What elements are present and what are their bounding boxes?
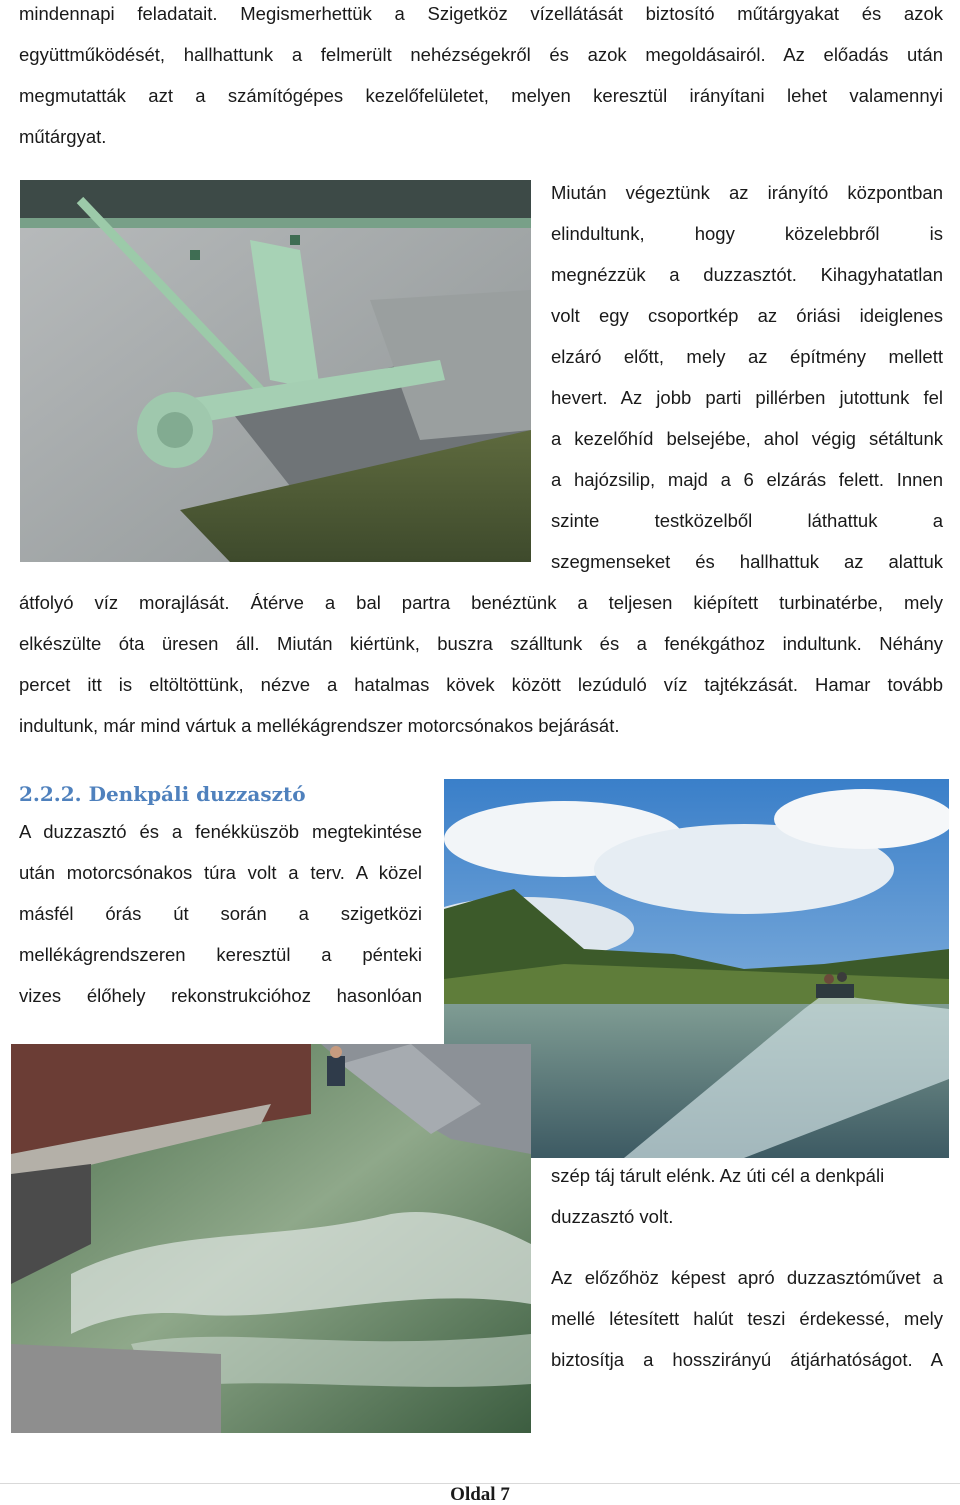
body-line: indultunk, már mind vártuk a mellékágrendszer motorcsónakos bejárását. bbox=[19, 715, 620, 736]
side-line: megnézzük a duzzasztót. Kihagyhatatlan bbox=[551, 264, 943, 285]
right-line: szép táj tárult elénk. Az úti cél a denkpáli bbox=[551, 1165, 885, 1186]
right-line: duzzasztó volt. bbox=[551, 1206, 674, 1227]
section-heading: 2.2.2. Denkpáli duzzasztó bbox=[19, 782, 306, 806]
side-line: a kezelőhíd belsejébe, ahol végig sétáltunk bbox=[551, 428, 943, 449]
side-line: szegmenseket és hallhattuk az alattuk bbox=[551, 551, 943, 572]
page-number: Oldal 7 bbox=[450, 1484, 510, 1505]
right-line: Az előzőhöz képest apró duzzasztóművet a bbox=[551, 1267, 943, 1288]
left-line: mellékágrendszeren keresztül a pénteki bbox=[19, 944, 422, 965]
intro-line: mindennapi feladatait. Megismerhettük a Szigetköz vízellátását biztosító műtárgyakat és azok bbox=[19, 3, 943, 24]
side-line: a hajózsilip, majd a 6 elzárás felett. Innen bbox=[551, 469, 943, 490]
side-line: elzáró előtt, mely az építmény mellett bbox=[551, 346, 943, 367]
side-line: volt egy csoportkép az óriási ideiglenes bbox=[551, 305, 943, 326]
intro-line: együttműködését, hallhattunk a felmerült nehézségekről és azok megoldásairól. Az előadás után bbox=[19, 44, 943, 65]
body-line: percet itt is eltöltöttünk, nézve a hatalmas kövek között lezúduló víz tajtékzását. Hamar tovább bbox=[19, 674, 943, 695]
side-line: elindultunk, hogy közelebbről is bbox=[551, 223, 943, 244]
body-line: elkészülte óta üresen áll. Miután kiértünk, buszra szálltunk és a fenékgáthoz indultunk. Néhány bbox=[19, 633, 943, 654]
side-line: Miután végeztünk az irányító központban bbox=[551, 182, 943, 203]
intro-line: műtárgyat. bbox=[19, 126, 107, 147]
dam-gate-photo bbox=[20, 180, 531, 562]
intro-line: megmutatták azt a számítógépes kezelőfelületet, melyen keresztül irányítani lehet valamennyi bbox=[19, 85, 943, 106]
left-line: A duzzasztó és a fenékküszöb megtekintése bbox=[19, 821, 422, 842]
side-line: hevert. Az jobb parti pillérben jutottunk fel bbox=[551, 387, 943, 408]
left-line: vizes élőhely rekonstrukcióhoz hasonlóan bbox=[19, 985, 422, 1006]
right-line: mellé létesített halút teszi érdekessé, mely bbox=[551, 1308, 943, 1329]
left-line: másfél órás út során a szigetközi bbox=[19, 903, 422, 924]
right-line: biztosítja a hosszirányú átjárhatóságot. A bbox=[551, 1349, 943, 1370]
body-line: átfolyó víz morajlását. Átérve a bal partra benéztünk a teljesen kiépített turbinatérbe, mely bbox=[19, 592, 943, 613]
left-line: után motorcsónakos túra volt a terv. A közel bbox=[19, 862, 422, 883]
weir-fishpass-photo bbox=[11, 1044, 531, 1433]
side-line: szinte testközelből láthattuk a bbox=[551, 510, 943, 531]
